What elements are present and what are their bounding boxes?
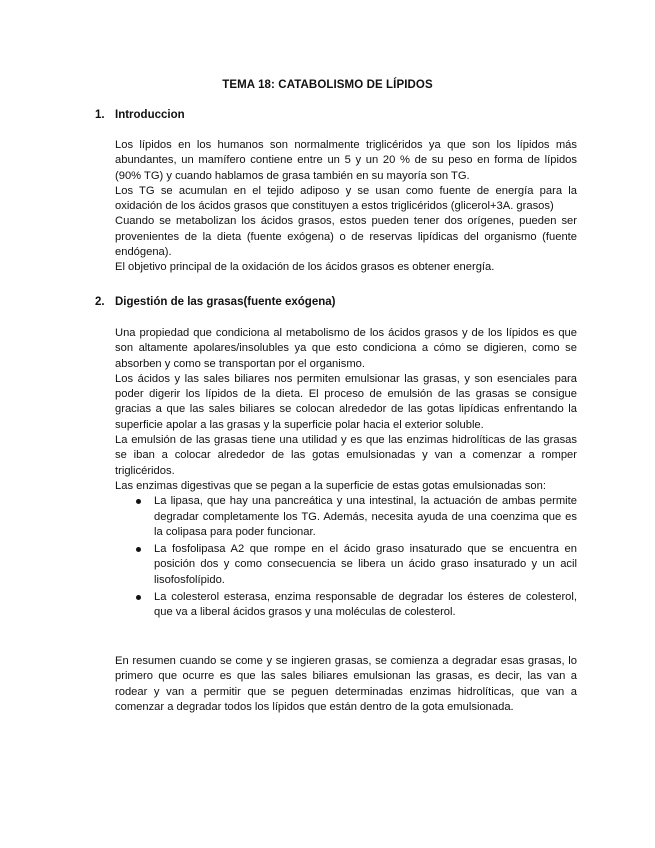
paragraph: Los lípidos en los humanos son normalmente triglicéridos ya que son los lípidos más abundantes, un mamífero contiene entre un 5 y un 20 % de su peso en forma de lípidos (90% TG) y cuando hablamos de grasa también en su mayoría son TG. — [115, 139, 577, 182]
list-item: La fosfolipasa A2 que rompe en el ácido graso insaturado que se encuentra en posición dos y como consecuencia se libera un ácido graso insaturado y un acil lisofosfolípido. — [115, 542, 577, 588]
section-heading-introduccion — [95, 108, 185, 123]
section-title: Introduccion — [115, 109, 185, 121]
paragraph: Las enzimas digestivas que se pegan a la superficie de estas gotas emulsionadas son: — [115, 479, 546, 492]
enzyme-list — [115, 494, 577, 620]
paragraph: El objetivo principal de la oxidación de los ácidos grasos es obtener energía. — [115, 261, 495, 274]
paragraph: Cuando se metabolizan los ácidos grasos, estos pueden tener dos orígenes, pueden ser provenientes de la dieta (fuente exógena) o de reservas lipídicas del organismo (fuente endógena). — [115, 215, 577, 259]
section-body-digestion — [115, 326, 577, 623]
section-title: Digestión de las grasas(fuente exógena) — [115, 296, 336, 308]
summary-paragraph: En resumen cuando se come y se ingieren grasas, se comienza a degradar esas grasas, lo primero que ocurre es que las sales biliares emulsionan las grasas, es decir, las van a rodear y van a permitir que se peguen determinadas enzimas hidrolíticas, que van a comenzar a degradar todos los lípidos que están dentro de la gota emulsionada. — [115, 655, 577, 713]
list-item: La lipasa, que hay una pancreática y una intestinal, la actuación de ambas permite degradar completamente los TG. Además, necesita ayuda de una coenzima que es la colipasa para poder funcionar. — [115, 494, 577, 540]
summary-block — [115, 654, 577, 715]
document-title: TEMA 18: CATABOLISMO DE LÍPIDOS — [222, 79, 433, 91]
paragraph: Los ácidos y las sales biliares nos permiten emulsionar las grasas, y son esenciales para poder digerir los lípidos de la dieta. El proceso de emulsión de las grasas se consigue gracias a que las sales biliares se colocan alrededor de las gotas lipídicas enfrentando la superficie apolar a las grasas y la superficie polar hacia el exterior soluble. — [115, 372, 577, 431]
section-number: 1. — [95, 109, 105, 121]
paragraph: Una propiedad que condiciona al metabolismo de los ácidos grasos y de los lípidos es que son altamente apolares/insolubles ya que esto condiciona a cómo se digieren, como se absorben y como se transportan por el organismo. — [115, 327, 577, 370]
list-item: La colesterol esterasa, enzima responsable de degradar los ésteres de colesterol, que va a liberal ácidos grasos y una moléculas de colesterol. — [115, 590, 577, 621]
section-number: 2. — [95, 296, 105, 308]
section-body-introduccion — [115, 138, 577, 276]
paragraph: Los TG se acumulan en el tejido adiposo y se usan como fuente de energía para la oxidación de los ácidos grasos que constituyen a estos triglicéridos (glicerol+3A. grasos) — [115, 184, 577, 213]
paragraph: La emulsión de las grasas tiene una utilidad y es que las enzimas hidrolíticas de las grasas se iban a colocar alrededor de las gotas emulsionadas y van a comenzar a romper triglicéridos. — [115, 434, 577, 477]
section-heading-digestion — [95, 295, 335, 310]
